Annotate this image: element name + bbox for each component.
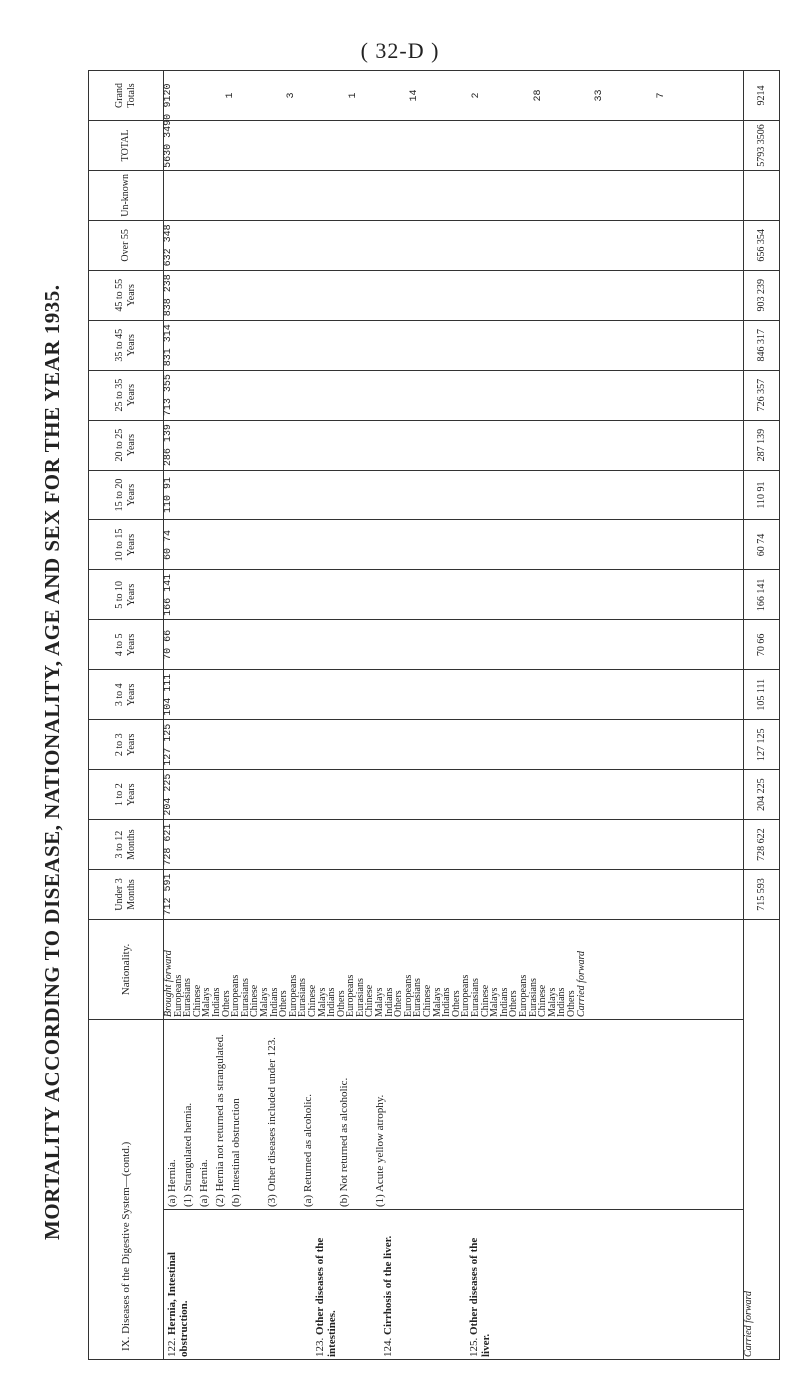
cf-15-20-years: 110 91 [744, 470, 780, 520]
nationality-label: Europeans [172, 974, 184, 1017]
grand-total-value: 28 [532, 89, 544, 102]
values-under-3-months: 712 591 [164, 870, 744, 920]
nationality-label: Eurasians [239, 978, 251, 1017]
nationality-label: Others [565, 990, 577, 1017]
cf-1-2-years: 204 225 [744, 770, 780, 820]
values-1-2-years: 204 225 [164, 770, 744, 820]
values-3-4-years: 104 111 [164, 670, 744, 720]
nationality-label: Chinese [249, 984, 261, 1017]
nationality-label: Malays [546, 987, 558, 1017]
col-total: TOTAL [89, 120, 164, 170]
nationality-label: Malays [431, 987, 443, 1017]
col-5-10-years: 5 to 10 Years [89, 570, 164, 620]
nationality-label: Eurasians [297, 978, 309, 1017]
values-25-35-years: 713 355 [164, 370, 744, 420]
values-3-12-months: 728 621 [164, 820, 744, 870]
cf-total: 5793 3506 [744, 120, 780, 170]
nationality-label: Indians [268, 987, 280, 1017]
table-title [0, 0, 80, 1377]
nationality-label: Malays [316, 987, 328, 1017]
grand-total-value: 14 [409, 89, 421, 102]
nationality-label: Eurasians [527, 978, 539, 1017]
grand-total-value: 1 [224, 92, 236, 99]
nationality-label: Indians [556, 987, 568, 1017]
sub-cause: (1) Strangulated hernia. [182, 1102, 194, 1207]
col-nationality: Nationality. [89, 919, 164, 1019]
mortality-table-page [88, 70, 780, 1360]
values-15-20-years: 110 91 [164, 470, 744, 520]
values-45-55-years: 838 238 [164, 270, 744, 320]
col-45-55-years: 45 to 55 Years [89, 270, 164, 320]
nationality-label: Malays [374, 987, 386, 1017]
nationality-label: Others [220, 990, 232, 1017]
cf-3-4-years: 105 111 [744, 670, 780, 720]
nationality-label: Indians [441, 987, 453, 1017]
values-2-3-years: 127 125 [164, 720, 744, 770]
cf-unknown [744, 170, 780, 220]
cf-45-55-years: 903 239 [744, 270, 780, 320]
col-20-25-years: 20 to 25 Years [89, 420, 164, 470]
cf-35-45-years: 846 317 [744, 320, 780, 370]
nationality-rows [173, 975, 577, 1017]
nationality-label: Indians [498, 987, 510, 1017]
nationality-label: Chinese [479, 984, 491, 1017]
nationality-label: Chinese [422, 984, 434, 1017]
nationality-list [164, 919, 744, 1019]
cause-125: 125. Other diseases of the liver. [468, 1237, 492, 1357]
nationality-label: Malays [489, 987, 501, 1017]
values-grand-totals [164, 71, 744, 121]
values-4-5-years: 70 66 [164, 620, 744, 670]
nationality-label: Chinese [191, 984, 203, 1017]
grand-total-value: 7 [655, 92, 667, 99]
nationality-label: Europeans [517, 974, 529, 1017]
page-header: ( 32-D ) [360, 38, 440, 63]
nationality-label: Chinese [537, 984, 549, 1017]
col-1-2-years: 1 to 2 Years [89, 770, 164, 820]
col-under-3-months: Under 3 Months [89, 870, 164, 920]
cf-4-5-years: 70 66 [744, 620, 780, 670]
values-total: 5630 3490 [164, 120, 744, 170]
grand-total-value: 33 [594, 89, 606, 102]
values-unknown [164, 170, 744, 220]
cf-25-35-years: 726 357 [744, 370, 780, 420]
values-10-15-years: 60 74 [164, 520, 744, 570]
col-grand-totals: Grand Totals [89, 71, 164, 121]
nationality-label: Others [278, 990, 290, 1017]
grand-total-value: 3 [286, 92, 298, 99]
col-10-15-years: 10 to 15 Years [89, 520, 164, 570]
cf-5-10-years: 166 141 [744, 570, 780, 620]
cause-124: 124. Cirrhosis of the liver. [382, 1235, 394, 1357]
sub-cause: (a) Hernia. [198, 1159, 210, 1207]
col-over-55: Over 55 [89, 220, 164, 270]
nationality-label: Eurasians [354, 978, 366, 1017]
nationality-label: Eurasians [470, 978, 481, 1017]
values-20-25-years: 286 139 [164, 420, 744, 470]
carried-forward-label: Carried forward [575, 950, 587, 1017]
nationality-label: Chinese [306, 984, 318, 1017]
sub-cause: (a) Returned as alcoholic. [302, 1093, 314, 1207]
values-35-45-years: 831 314 [164, 320, 744, 370]
col-15-20-years: 15 to 20 Years [89, 470, 164, 520]
cf-2-3-years: 127 125 [744, 720, 780, 770]
grand-total-value: 1 [347, 92, 359, 99]
cause-list [164, 1210, 744, 1360]
cause-123: 123. Other diseases of the intestines. [314, 1237, 338, 1357]
sub-cause: (1) Acute yellow atrophy. [374, 1094, 386, 1207]
grand-total-value: 2 [470, 92, 482, 99]
col-3-4-years: 3 to 4 Years [89, 670, 164, 720]
title-text: MORTALITY ACCORDING TO DISEASE, NATIONALITY, AGE AND SEX FOR THE YEAR 1935. [40, 284, 64, 1240]
cf-3-12-months: 728 622 [744, 820, 780, 870]
nationality-label: Eurasians [412, 978, 424, 1017]
nationality-label: Europeans [460, 974, 472, 1017]
mortality-table [88, 70, 780, 1360]
grand-total-value: 9120 [163, 83, 174, 108]
nationality-label: Chinese [364, 984, 376, 1017]
nationality-label: Europeans [402, 974, 414, 1017]
nationality-label: Eurasians [182, 978, 194, 1017]
col-2-3-years: 2 to 3 Years [89, 720, 164, 770]
cf-grand-total: 9214 [744, 71, 780, 121]
nationality-label: Indians [326, 987, 338, 1017]
sub-cause: (b) Not returned as alcoholic. [338, 1077, 350, 1207]
sub-cause: (b) Intestinal obstruction [230, 1098, 242, 1207]
sub-cause: (3) Other diseases included under 123. [266, 1037, 278, 1207]
cf-under-3-months: 715 593 [744, 870, 780, 920]
nationality-label: Europeans [230, 974, 242, 1017]
cf-over-55: 656 354 [744, 220, 780, 270]
nationality-label: Others [508, 990, 520, 1017]
nationality-label: Europeans [345, 974, 357, 1017]
col-unknown: Un-known [89, 170, 164, 220]
values-5-10-years: 166 141 [164, 570, 744, 620]
col-4-5-years: 4 to 5 Years [89, 620, 164, 670]
sub-cause: (2) Hernia not returned as strangulated. [214, 1034, 226, 1207]
nationality-label: Others [393, 990, 405, 1017]
cf-20-25-years: 287 139 [744, 420, 780, 470]
section-caption: IX. Diseases of the Digestive System—(contd.) [89, 1019, 164, 1359]
nationality-label: Malays [201, 987, 213, 1017]
nationality-label: Malays [258, 987, 270, 1017]
cause-122: 122. Hernia, Intestinal obstruction. [166, 1251, 190, 1357]
nationality-label: Europeans [287, 974, 299, 1017]
values-over-55: 632 348 [164, 220, 744, 270]
col-25-35-years: 25 to 35 Years [89, 370, 164, 420]
cf-10-15-years: 60 74 [744, 520, 780, 570]
sub-cause-list [164, 1019, 744, 1209]
col-3-12-months: 3 to 12 Months [89, 820, 164, 870]
col-35-45-years: 35 to 45 Years [89, 320, 164, 370]
brought-forward-label: Brought forward [163, 950, 174, 1017]
nationality-label: Others [335, 990, 347, 1017]
nationality-label: Indians [210, 987, 222, 1017]
sub-cause: (a) Hernia. [166, 1159, 178, 1207]
nationality-label: Others [450, 990, 462, 1017]
carried-forward-row-label: Carried forward [744, 919, 780, 1359]
nationality-label: Indians [383, 987, 395, 1017]
